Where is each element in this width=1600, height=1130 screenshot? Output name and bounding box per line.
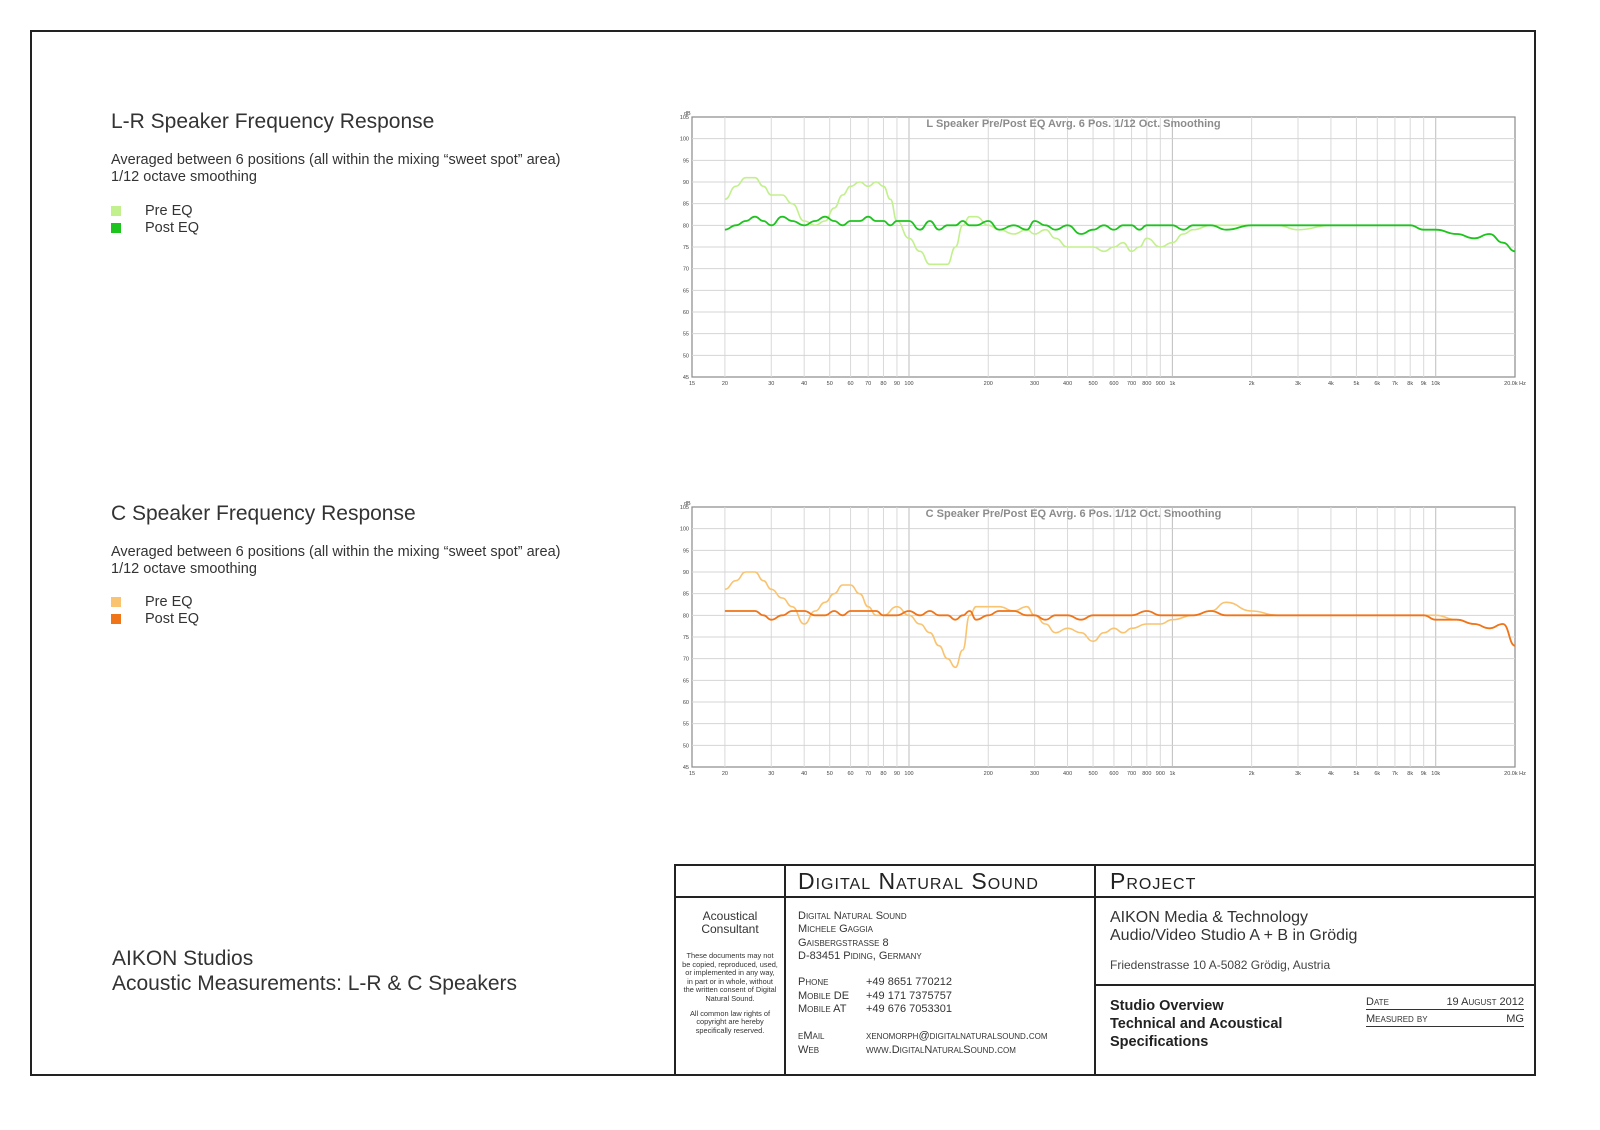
chart-lr-svg bbox=[672, 108, 1530, 392]
web-value[interactable]: www.DigitalNaturalSound.com bbox=[866, 1043, 1016, 1056]
mobile-at-label: Mobile AT bbox=[798, 1003, 847, 1016]
legend-c bbox=[111, 593, 199, 627]
x-tick-label: 700 bbox=[1126, 381, 1137, 387]
x-tick-label: 800 bbox=[1142, 771, 1152, 777]
mobile-de-value: +49 171 7375757 bbox=[866, 989, 952, 1002]
y-tick-label: 80 bbox=[682, 613, 689, 620]
document-title-line2: Acoustic Measurements: L-R & C Speakers bbox=[112, 972, 517, 995]
x-tick-label: 7k bbox=[1392, 381, 1398, 387]
section-subtitle-lr bbox=[111, 152, 560, 186]
x-tick-label: 80 bbox=[880, 381, 887, 387]
address-line: Digital Natural Sound bbox=[798, 910, 907, 922]
legend-item-post-eq bbox=[111, 610, 199, 627]
y-tick-label: 60 bbox=[682, 310, 689, 316]
x-tick-label: 50 bbox=[826, 381, 833, 387]
x-tick-label: 800 bbox=[1142, 381, 1152, 387]
x-tick-label: 40 bbox=[801, 771, 808, 777]
x-tick-label: 60 bbox=[847, 381, 854, 387]
x-tick-label: 500 bbox=[1088, 771, 1098, 777]
x-tick-label: 10k bbox=[1431, 381, 1441, 387]
legend-swatch-pre-eq bbox=[111, 597, 121, 607]
phone-label: Phone bbox=[798, 976, 829, 988]
project-name-line1: AIKON Media & Technology bbox=[1110, 909, 1309, 926]
y-tick-label: 50 bbox=[682, 353, 689, 360]
y-tick-label: 55 bbox=[682, 331, 689, 338]
x-tick-label: 20.0k Hz bbox=[1504, 771, 1526, 777]
x-tick-label: 4k bbox=[1328, 381, 1334, 387]
address-line: Michele Gaggia bbox=[798, 923, 874, 936]
x-tick-label: 15 bbox=[688, 771, 696, 777]
y-tick-label: 90 bbox=[682, 180, 689, 186]
chart-title: L Speaker Pre/Post EQ Avrg. 6 Pos. 1/12 Oct. Smoothing bbox=[926, 118, 1221, 130]
x-tick-label: 80 bbox=[880, 771, 887, 777]
drawing-description-line3: Specifications bbox=[1110, 1034, 1209, 1050]
company-address bbox=[798, 910, 922, 963]
x-tick-label: 9k bbox=[1420, 771, 1427, 777]
x-tick-label: 200 bbox=[983, 771, 993, 777]
x-tick-label: 100 bbox=[904, 381, 914, 387]
x-tick-label: 70 bbox=[865, 381, 872, 387]
x-tick-label: 30 bbox=[768, 381, 775, 387]
y-tick-label: 50 bbox=[682, 743, 689, 750]
contact-online bbox=[798, 1030, 1048, 1057]
title-block-divider bbox=[1094, 984, 1534, 986]
y-tick-label: 105 bbox=[679, 505, 689, 511]
x-tick-label: 100 bbox=[904, 771, 914, 777]
chart-c-svg bbox=[672, 498, 1530, 782]
section-subtitle-c-line1: Averaged between 6 positions (all within the mixing “sweet spot” area) bbox=[111, 544, 561, 560]
x-tick-label: 300 bbox=[1030, 381, 1040, 387]
x-tick-label: 7k bbox=[1392, 771, 1398, 777]
date-field bbox=[1366, 996, 1524, 1010]
y-axis-label: dB bbox=[684, 501, 691, 507]
y-tick-label: 100 bbox=[679, 136, 689, 143]
x-tick-label: 500 bbox=[1088, 381, 1098, 387]
y-tick-label: 95 bbox=[682, 158, 689, 165]
section-title-lr: L-R Speaker Frequency Response bbox=[111, 110, 435, 133]
company-header: Digital Natural Sound bbox=[798, 868, 1039, 894]
y-tick-label: 85 bbox=[682, 201, 689, 208]
legend-label-pre-eq: Pre EQ bbox=[145, 202, 193, 219]
legend-swatch-post-eq bbox=[111, 614, 121, 624]
x-tick-label: 5k bbox=[1353, 771, 1360, 777]
title-block bbox=[674, 864, 1536, 1076]
x-tick-label: 60 bbox=[847, 771, 854, 777]
date-label: Date bbox=[1366, 996, 1389, 1008]
y-tick-label: 75 bbox=[682, 245, 689, 251]
y-tick-label: 80 bbox=[682, 223, 689, 230]
web-label: Web bbox=[798, 1043, 820, 1056]
consultant-label-line2: Consultant bbox=[701, 922, 759, 936]
drawing-description-line2: Technical and Acoustical bbox=[1110, 1016, 1283, 1032]
address-line: Gaisbergstrasse 8 bbox=[798, 936, 889, 949]
y-tick-label: 95 bbox=[682, 548, 689, 555]
legend-lr bbox=[111, 202, 199, 236]
rights-note: All common law rights of copyright are hereby specifically reserved. bbox=[689, 1008, 771, 1035]
y-tick-label: 70 bbox=[682, 266, 689, 273]
section-title-c: C Speaker Frequency Response bbox=[111, 502, 416, 525]
x-tick-label: 9k bbox=[1420, 381, 1427, 387]
legend-label-post-eq: Post EQ bbox=[145, 610, 199, 627]
section-subtitle-lr-line1: Averaged between 6 positions (all within the mixing “sweet spot” area) bbox=[111, 152, 561, 168]
y-tick-label: 60 bbox=[682, 700, 689, 706]
legend-label-pre-eq: Pre EQ bbox=[145, 593, 193, 610]
legend-swatch-pre-eq bbox=[111, 206, 121, 216]
consultant-panel bbox=[676, 910, 784, 1035]
x-tick-label: 50 bbox=[826, 771, 833, 777]
x-tick-label: 8k bbox=[1407, 771, 1414, 777]
x-tick-label: 10k bbox=[1431, 771, 1441, 777]
section-subtitle-c-line2: 1/12 octave smoothing bbox=[111, 561, 257, 577]
measured-by-value: MG bbox=[1506, 1013, 1524, 1025]
y-tick-label: 45 bbox=[682, 375, 689, 381]
y-tick-label: 85 bbox=[682, 591, 689, 598]
y-tick-label: 45 bbox=[682, 765, 689, 771]
mobile-at-value: +49 676 7053301 bbox=[866, 1003, 952, 1016]
title-block-divider bbox=[676, 896, 1534, 898]
consultant-label-line1: Acoustical bbox=[702, 909, 758, 923]
legend-swatch-post-eq bbox=[111, 223, 121, 233]
x-tick-label: 600 bbox=[1109, 381, 1119, 387]
x-tick-label: 90 bbox=[893, 381, 901, 387]
x-tick-label: 5k bbox=[1353, 381, 1360, 387]
x-tick-label: 900 bbox=[1155, 771, 1165, 777]
x-tick-label: 600 bbox=[1109, 771, 1119, 777]
legend-item-post-eq bbox=[111, 219, 199, 236]
section-subtitle-c bbox=[111, 544, 560, 578]
chart-c-frequency-response bbox=[672, 498, 1530, 782]
y-tick-label: 65 bbox=[682, 678, 689, 685]
x-tick-label: 8k bbox=[1407, 381, 1414, 387]
y-axis-label: dB bbox=[684, 111, 691, 117]
x-tick-label: 6k bbox=[1374, 381, 1381, 387]
legend-label-post-eq: Post EQ bbox=[145, 219, 199, 236]
address-line: D-83451 Piding, Germany bbox=[798, 949, 922, 962]
project-address: Friedenstrasse 10 A-5082 Grödig, Austria bbox=[1110, 958, 1331, 972]
x-tick-label: 90 bbox=[893, 771, 901, 777]
x-tick-label: 20 bbox=[721, 771, 728, 777]
date-value: 19 August 2012 bbox=[1446, 996, 1524, 1008]
x-tick-label: 6k bbox=[1374, 771, 1381, 777]
x-tick-label: 400 bbox=[1062, 771, 1073, 777]
x-tick-label: 1k bbox=[1169, 381, 1176, 387]
x-tick-label: 400 bbox=[1062, 381, 1073, 387]
phone-value: +49 8651 770212 bbox=[866, 976, 952, 988]
mobile-de-label: Mobile DE bbox=[798, 989, 850, 1002]
y-tick-label: 100 bbox=[679, 526, 689, 533]
x-tick-label: 3k bbox=[1295, 381, 1301, 387]
x-tick-label: 20.0k Hz bbox=[1504, 381, 1526, 387]
chart-lr-frequency-response bbox=[672, 108, 1530, 392]
y-tick-label: 90 bbox=[682, 570, 689, 576]
legend-item-pre-eq bbox=[111, 202, 199, 219]
x-tick-label: 2k bbox=[1248, 381, 1255, 387]
drawing-description bbox=[1110, 997, 1282, 1051]
x-tick-label: 300 bbox=[1030, 771, 1040, 777]
email-value[interactable]: xenomorph@digitalnaturalsound.com bbox=[866, 1030, 1048, 1042]
project-header: Project bbox=[1110, 868, 1197, 894]
x-tick-label: 2k bbox=[1248, 771, 1255, 777]
x-tick-label: 1k bbox=[1169, 771, 1176, 777]
x-tick-label: 40 bbox=[801, 381, 808, 387]
x-tick-label: 900 bbox=[1155, 381, 1165, 387]
section-subtitle-lr-line2: 1/12 octave smoothing bbox=[111, 169, 257, 185]
x-tick-label: 20 bbox=[721, 381, 728, 387]
x-tick-label: 15 bbox=[688, 381, 696, 387]
y-tick-label: 105 bbox=[679, 115, 689, 121]
email-label: eMail bbox=[798, 1030, 825, 1042]
project-name-line2: Audio/Video Studio A + B in Grödig bbox=[1110, 927, 1358, 944]
copyright-note: These documents may not be copied, reproduced, used, or implemented in any way, in part or in whole, without the written consent of Digital Natural Sound. bbox=[682, 951, 778, 1003]
measured-by-label: Measured by bbox=[1366, 1013, 1428, 1025]
document-title-line1: AIKON Studios bbox=[112, 947, 254, 970]
y-tick-label: 75 bbox=[682, 635, 689, 641]
y-tick-label: 55 bbox=[682, 721, 689, 728]
x-tick-label: 30 bbox=[768, 771, 775, 777]
x-tick-label: 3k bbox=[1295, 771, 1301, 777]
project-name bbox=[1110, 909, 1357, 945]
chart-title: C Speaker Pre/Post EQ Avrg. 6 Pos. 1/12 Oct. Smoothing bbox=[925, 508, 1222, 520]
y-tick-label: 70 bbox=[682, 656, 689, 663]
drawing-description-line1: Studio Overview bbox=[1110, 998, 1224, 1014]
x-tick-label: 70 bbox=[865, 771, 872, 777]
x-tick-label: 4k bbox=[1328, 771, 1334, 777]
measured-by-field bbox=[1366, 1013, 1524, 1027]
legend-item-pre-eq bbox=[111, 593, 199, 610]
x-tick-label: 700 bbox=[1126, 771, 1137, 777]
contact-phones bbox=[798, 976, 952, 1017]
y-tick-label: 65 bbox=[682, 288, 689, 295]
document-title bbox=[112, 946, 517, 996]
x-tick-label: 200 bbox=[983, 381, 993, 387]
